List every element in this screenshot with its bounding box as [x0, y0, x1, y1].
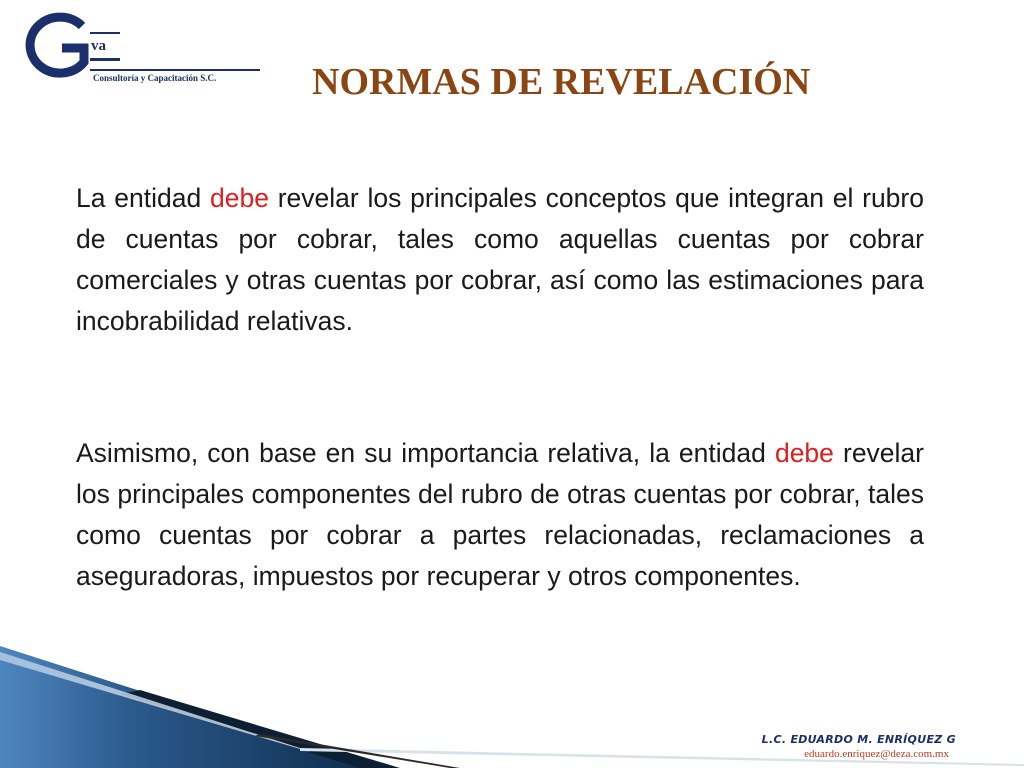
paragraph-1-rest: revelar los principales conceptos que integran el rubro de cuentas por cobrar, tales como aquellas cuentas por cobrar comerciales y otras cuentas por cobrar, así como las estimaciones para incobrabilidad relativas. [76, 183, 924, 336]
paragraph-2-rest: revelar los principales componentes del rubro de otras cuentas por cobrar, tales como cuentas por cobrar a partes relacionadas, reclamaciones a aseguradoras, impuestos por recuperar y otros componentes. [76, 438, 924, 591]
paragraph-1-emphasis: debe [209, 183, 269, 213]
paragraph-2-lead: Asimismo, con base en su importancia relativa, la entidad [76, 438, 775, 468]
company-logo [20, 12, 260, 82]
logo-letters: va [91, 38, 106, 54]
footer-author: L.C. EDUARDO M. ENRÍQUEZ G [761, 733, 956, 746]
logo-tagline: Consultoría y Capacitación S.C. [93, 73, 217, 83]
paragraph-1 [76, 178, 924, 342]
paragraph-2-emphasis: debe [774, 438, 834, 468]
slide-title: NORMAS DE REVELACIÓN [312, 61, 811, 103]
paragraph-1-lead: La entidad [76, 183, 210, 213]
footer-email[interactable]: eduardo.enriquez@deza.com.mx [804, 748, 949, 760]
paragraph-2 [76, 433, 924, 597]
